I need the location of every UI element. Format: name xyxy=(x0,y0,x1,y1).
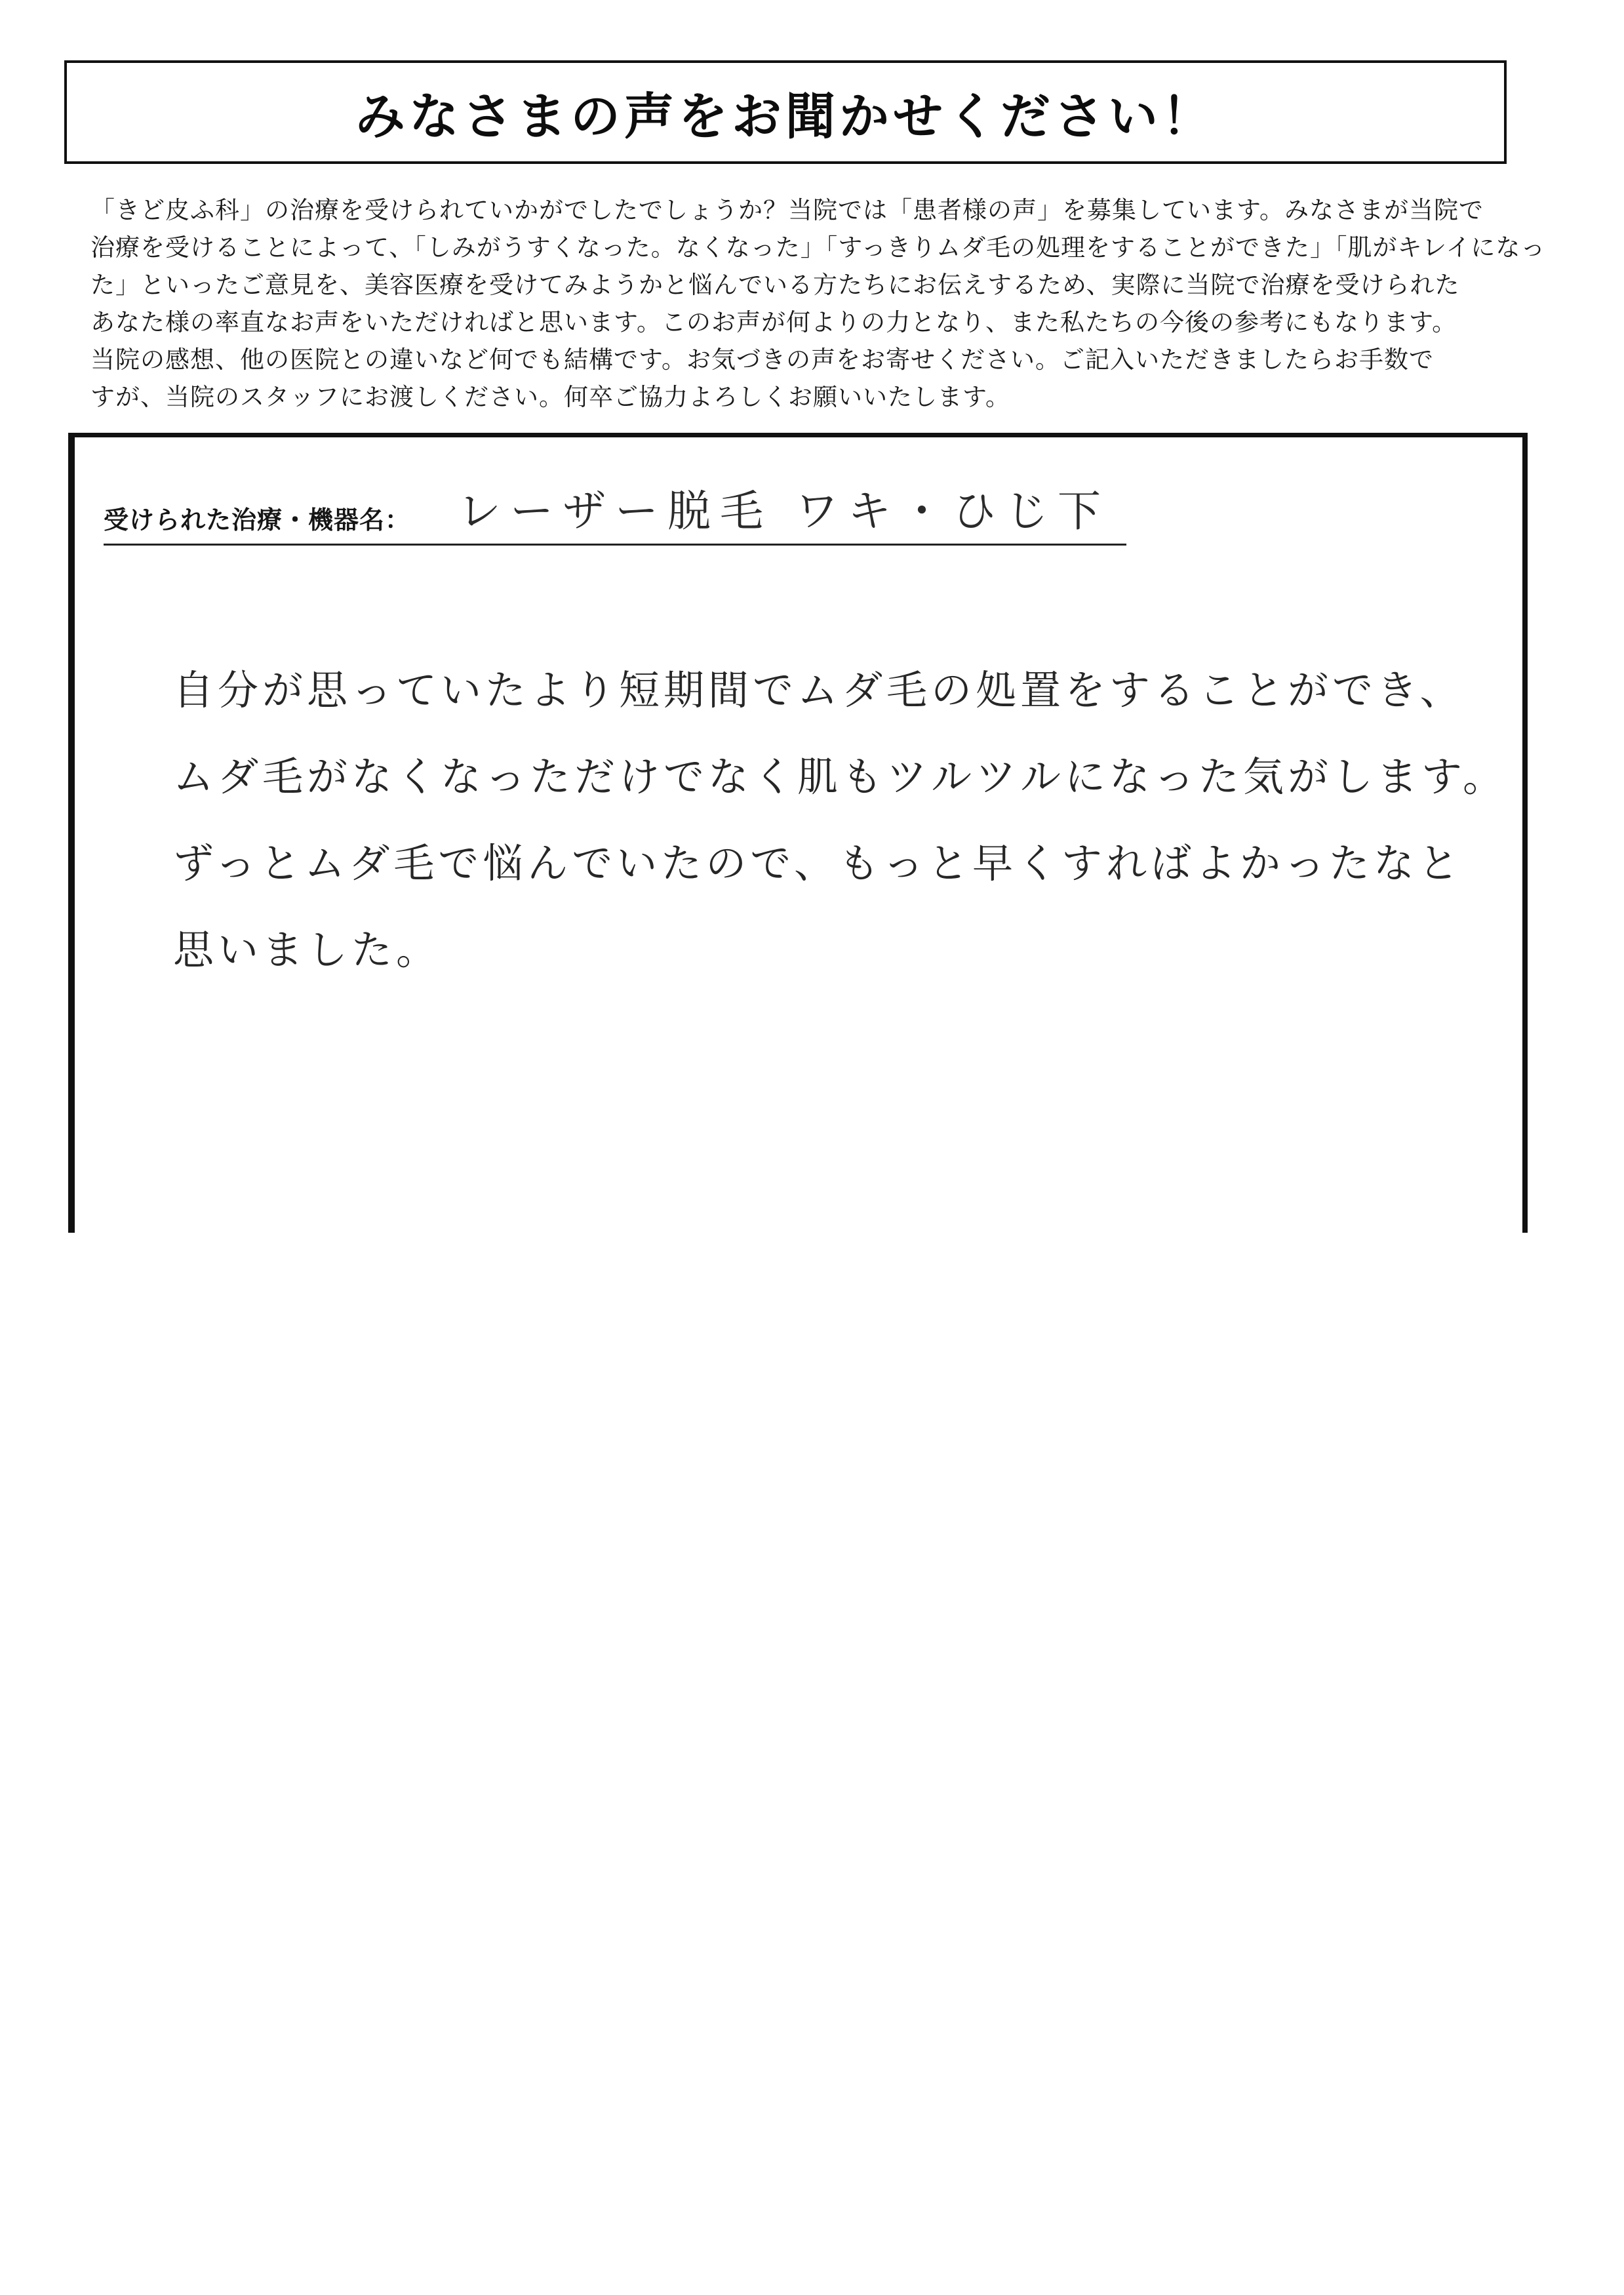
intro-line: 当院の感想、他の医院との違いなど何でも結構です。お気づきの声をお寄せください。ご記入いただきましたらお手数で xyxy=(90,346,1435,374)
comment-area[interactable] xyxy=(173,647,1508,993)
intro-line: 「きど皮ふ科」の治療を受けられていかがでしたでしょうか？当院では「患者様の声」を募集しています。みなさまが当院で xyxy=(90,196,1484,224)
comment-line: 思いました。 xyxy=(173,926,441,974)
treatment-label: 受けられた治療・機器名： xyxy=(104,506,411,534)
intro-line: 治療を受けることによって、「しみがうすくなった。なくなった」「すっきりムダ毛の処理をすることができた」「肌がキレイになっ xyxy=(90,233,1546,262)
page-title: みなさまの声をお聞かせください！ xyxy=(355,87,1216,146)
intro-line: た」といったご意見を、美容医療を受けてみようかと悩んでいる方たちにお伝えするため、実際に当院で治療を受けられた xyxy=(90,271,1460,299)
feedback-form-box xyxy=(68,433,1528,1233)
title-box xyxy=(64,60,1507,164)
comment-line: ずっとムダ毛で悩んでいたので、もっと早くすればよかったなと xyxy=(173,839,1463,887)
intro-line: あなた様の率直なお声をいただければと思います。このお声が何よりの力となり、また私たちの今後の参考にもなります。 xyxy=(90,308,1457,336)
treatment-field[interactable] xyxy=(104,483,1126,546)
treatment-value: レーザー脱毛 ワキ・ひじ下 xyxy=(458,486,1110,536)
comment-line: ムダ毛がなくなっただけでなく肌もツルツルになった気がします。 xyxy=(173,753,1508,801)
intro-line: すが、当院のスタッフにお渡しください。何卒ご協力よろしくお願いいたします。 xyxy=(90,383,1011,411)
intro-paragraph xyxy=(90,191,1546,416)
comment-line: 自分が思っていたより短期間でムダ毛の処置をすることができ、 xyxy=(173,666,1465,714)
